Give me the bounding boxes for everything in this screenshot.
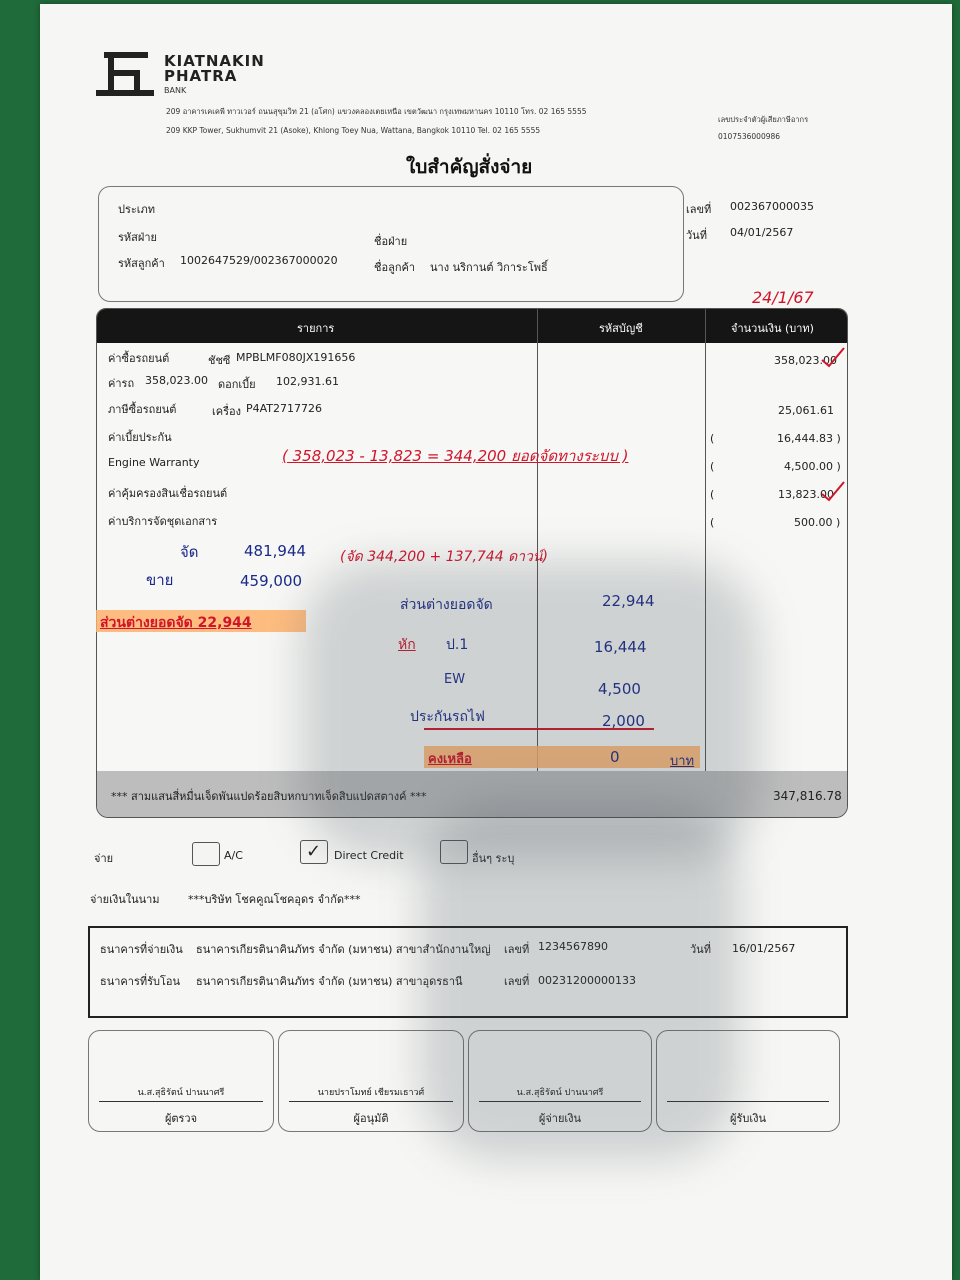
handwritten-date: 24/1/67 [752, 288, 814, 307]
col-amount-header: จำนวนเงิน (บาท) [731, 322, 814, 335]
type-label: ประเภท [118, 203, 156, 216]
amount-in-words: *** สามแสนสี่หมื่นเจ็ดพันแปดร้อยสิบหกบาทเจ็ดสิบแปดสตางค์ *** [111, 790, 427, 803]
row-amount: 500.00 ) [794, 516, 841, 529]
row-amount: 25,061.61 [778, 404, 834, 417]
other-option-label: อื่นๆ ระบุ [472, 852, 515, 865]
direct-credit-label: Direct Credit [334, 849, 404, 862]
red-check-icon [820, 346, 846, 368]
row-amount: 358,023.00 [774, 354, 837, 367]
customer-name: นาง นริกานต์ วิการะโพธิ์ [430, 261, 548, 274]
hw-remain-value: 0 [610, 748, 620, 766]
row-paren: ( [710, 460, 715, 473]
hw-deduct-label: หัก [398, 637, 416, 653]
row-label: Engine Warranty [108, 456, 200, 469]
bank-name-line1: KIATNAKIN [164, 52, 265, 70]
signer-name: น.ส.สุธิรัตน์ ปานนาศรี [516, 1088, 604, 1098]
row-amount: 4,500.00 ) [784, 460, 841, 473]
row-detail-label: เครื่อง [212, 405, 242, 418]
row-label-value: 358,023.00 [145, 374, 208, 387]
row-detail-label: ชัชซี [208, 354, 231, 367]
tax-id-label: เลขประจำตัวผู้เสียภาษีอากร [718, 115, 809, 124]
handwritten-formula: ( 358,023 - 13,823 = 344,200 ยอดจัดทางระบบ ) [282, 447, 629, 465]
row-label: ค่าบริการจัดชุดเอกสาร [108, 515, 218, 528]
ac-checkbox[interactable] [192, 842, 220, 866]
recv-bank: ธนาคารเกียรตินาคินภัทร จำกัด (มหาชน) สาขาอุดรธานี [196, 975, 463, 988]
signer-role: ผู้อนุมัติ [353, 1112, 389, 1125]
hw-diff-value: 22,944 [602, 592, 655, 610]
row-label: ค่าคุ้มครองสินเชื่อรถยนต์ [108, 487, 228, 500]
bank-address-en: 209 KKP Tower, Sukhumvit 21 (Asoke), Khlong Toey Nua, Wattana, Bangkok 10110 Tel. 02 165 5555 [166, 126, 541, 135]
bank-logo-icon [96, 52, 154, 96]
customer-code: 1002647529/002367000020 [180, 254, 338, 267]
signer-name: นายปราโมทย์ เชียรมเธาวศ์ [317, 1088, 425, 1098]
bank-address-th: 209 อาคารเคเคพี ทาวเวอร์ ถนนสุขุมวิท 21 (อโศก) แขวงคลองเตยเหนือ เขตวัฒนา กรุงเทพมหานคร 10110 โทร. 02 165 5555 [166, 107, 587, 116]
payee-label: จ่ายเงินในนาม [90, 893, 160, 906]
signer-role: ผู้รับเงิน [730, 1112, 766, 1125]
row-paren: ( [710, 488, 715, 501]
hw-diff-left: ส่วนต่างยอดจัด 22,944 [100, 615, 252, 631]
row-label: ค่าซื้อรถยนต์ [108, 352, 170, 365]
hw-deduct-item3: ประกันรถไฟ [410, 709, 485, 725]
hw-jad-value: 481,944 [244, 542, 307, 560]
row-amount: 13,823.00 [778, 488, 834, 501]
doc-number: 002367000035 [730, 200, 814, 213]
row-label: ค่าเบี้ยประกัน [108, 431, 172, 444]
ac-option-label: A/C [224, 849, 243, 862]
signer-role: ผู้จ่ายเงิน [538, 1112, 582, 1125]
row-detail: P4AT2717726 [246, 402, 323, 415]
pay-label: จ่าย [94, 852, 114, 865]
hw-sale-label: ขาย [146, 571, 174, 589]
total-amount: 347,816.78 [773, 789, 842, 803]
row-detail-label: ดอกเบี้ย [218, 378, 256, 391]
dept-code-label: รหัสฝ่าย [118, 231, 157, 244]
hw-deduct-value2: 4,500 [598, 680, 641, 698]
recv-no-label: เลขที่ [504, 975, 530, 988]
pay-bank-label: ธนาคารที่จ่ายเงิน [100, 943, 183, 956]
signature-box-checker [88, 1030, 274, 1132]
row-detail: MPBLMF080JX191656 [236, 351, 356, 364]
customer-code-label: รหัสลูกค้า [118, 257, 165, 270]
pay-bank: ธนาคารเกียรตินาคินภัทร จำกัด (มหาชน) สาขาสำนักงานใหญ่ [196, 943, 491, 956]
hw-deduct-value1: 16,444 [594, 638, 647, 656]
doc-date-label: วันที่ [686, 229, 707, 242]
red-check-icon [820, 480, 846, 502]
col-account-header: รหัสบัญชี [599, 322, 643, 335]
hw-deduct-item1: ป.1 [446, 637, 469, 653]
pay-no-label: เลขที่ [504, 943, 530, 956]
hw-jad-formula: (จัด 344,200 + 137,744 ดาวน์) [340, 549, 548, 565]
hw-jad-label: จัด [180, 543, 199, 561]
checkmark-icon: ✓ [306, 841, 322, 862]
direct-credit-checkbox[interactable] [300, 840, 328, 864]
row-paren: ( [710, 516, 715, 529]
bank-name-line2: PHATRA [164, 67, 238, 85]
recv-bank-label: ธนาคารที่รับโอน [100, 975, 181, 988]
pay-date: 16/01/2567 [732, 942, 796, 955]
signature-line [99, 1101, 263, 1102]
dept-name-label: ชื่อฝ่าย [374, 235, 408, 248]
customer-name-label: ชื่อลูกค้า [374, 261, 416, 274]
row-amount: 16,444.83 ) [777, 432, 841, 445]
row-detail: 102,931.61 [276, 375, 339, 388]
recv-no: 00231200000133 [538, 974, 636, 987]
pay-no: 1234567890 [538, 940, 608, 953]
table-header [97, 309, 847, 343]
signer-role: ผู้ตรวจ [164, 1112, 198, 1125]
photo-shadow [420, 800, 740, 1160]
tax-id: 0107536000986 [718, 132, 781, 141]
row-paren: ( [710, 432, 715, 445]
row-label: ภาษีซื้อรถยนต์ [108, 403, 177, 416]
hw-deduct-value3: 2,000 [602, 712, 645, 730]
pay-date-label: วันที่ [690, 943, 711, 956]
doc-date: 04/01/2567 [730, 226, 794, 239]
hw-deduct-item2: EW [444, 672, 466, 687]
doc-number-label: เลขที่ [686, 203, 712, 216]
col-items-header: รายการ [297, 322, 335, 335]
bank-name-line3: BANK [164, 86, 187, 95]
hw-diff-label: ส่วนต่างยอดจัด [400, 597, 493, 613]
hw-remain-label: คงเหลือ [428, 752, 472, 767]
row-label: ค่ารถ [108, 377, 135, 390]
hw-sale-value: 459,000 [240, 572, 303, 590]
payee-name: ***บริษัท โชคคูณโชคอุดร จำกัด*** [188, 893, 361, 906]
hw-remain-unit: บาท [670, 754, 695, 769]
signer-name: น.ส.สุธิรัตน์ ปานนาศรี [137, 1088, 225, 1098]
page-title: ใบสำคัญสั่งจ่าย [406, 156, 533, 178]
